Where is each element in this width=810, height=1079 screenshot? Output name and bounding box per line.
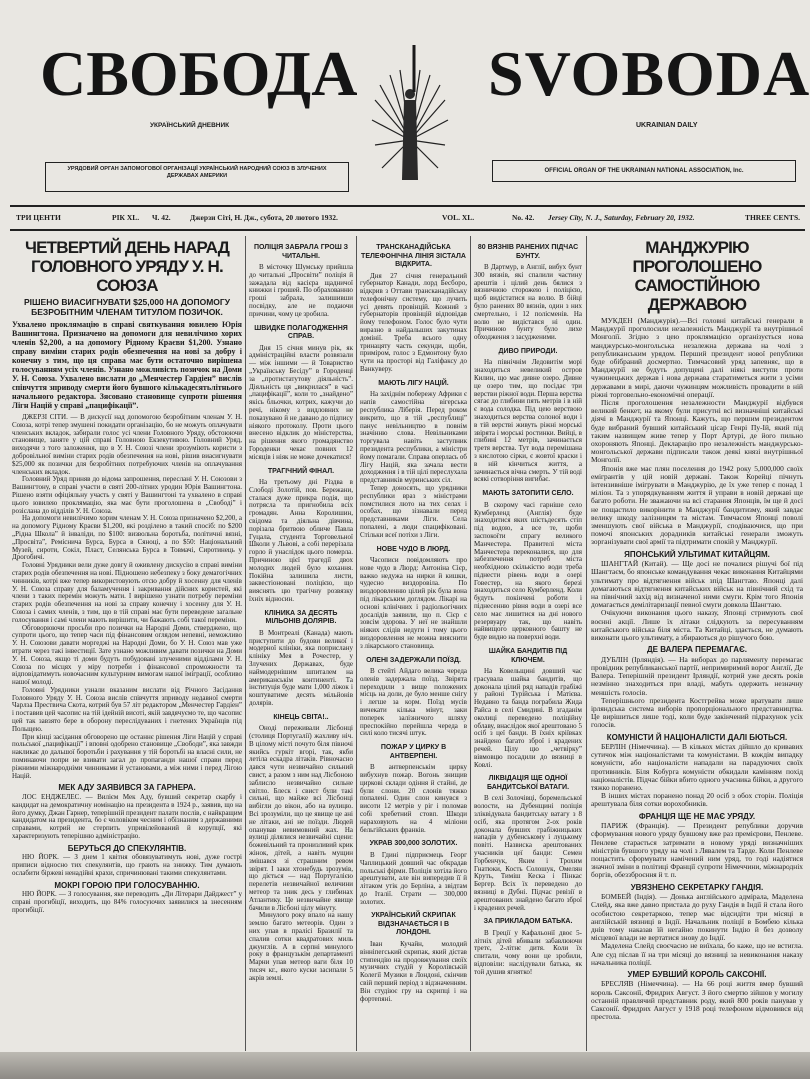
article-paragraph: На допомоги невилічимо хорим членам У. Н. Союза призначено $2,200, а на допомогу Рідному Краєви $1,200, які розділено в такий спосіб: по $200 „Рідна Школа” й інваліди, по $100: визвольна боротьба, політичні вязні, „Просвіта”, Ремісничa Бурса, Бурса в Сяноці, а по $50: Національний Музей, сироти, Сокіл, Пласт, Селянська Бурса в Товмачі, Сиротинець у Дрогобичі. bbox=[12, 514, 242, 562]
article-headline: МАЮТЬ ЛІГУ НАЦІЙ. bbox=[378, 379, 449, 387]
article-headline: БЕРУТЬСЯ ДО СПЕКУЛЯНТІВ. bbox=[67, 843, 187, 853]
column-2 bbox=[249, 238, 353, 983]
dateline bbox=[12, 213, 802, 225]
newspaper-title-ukrainian: СВОБОДА bbox=[40, 38, 358, 109]
article-paragraph: НЮ ЙОРК. — З днем 1 квітня обовязуватимуть нові, дуже гострі приписи відносно тих спекулянтів, що грають на знижку. Тим думають ослабити біржеві ненадійні крахи, спричинювані такими спекулянтами. bbox=[12, 853, 242, 877]
article-paragraph: Дня 27 січня генеральний губернатор Канади, лорд Бесборо, відкрив з Оттави трансканадійську телефонічну систему, що лучить усі девять провінцій. Кожний з губернаторів провінцій відповідав йому телефоном. Голос було чути виразно в найдальших закутинах домінії. Треба всього одну тринацяту часть секунди, щоби, примірoм, голос з Едмонтону було чути на просторі від Галіфаксу до Ванкуверу. bbox=[360, 271, 467, 374]
lead-paragraph: Ухвалено проклямацію в справі святкування ювилею Юрія Вашингтона. Призначено на допомоги для невилічимо хорих членів $2,200, а на допомогу Рідному Краєви $1,200. Узнано справу виміни старих родів обезпечення на нові за добру і конечну з тим, що ця справа має бути остаточно вирішена голосуванням усіх членів. Узнано можливість позичок на Доми У. Н. Союза. Ухвалено вислати до „Менчестер Гардіен” вислів співчуття зприводу смерти його бувшого кількадесятьлітнього начального редактора. Зясовано становище супроти рішення Лігн Націй у справі „пацифікації”. bbox=[12, 320, 242, 410]
article-paragraph: При кінці засідання обговорено ще останнє рішення Ліги Націй у справі польської „пацифікації” і вповні одобрено становище „Свободи”, яка завжди накликає до дальшої боротьби і рахування у тій боротьбі на власні сили, не поминаючи попри не взивати загал до пропаганди нашої справи перед ріжними міжнародніми чинниками й установами, а між ними і перед Лігою Націй. bbox=[12, 732, 242, 780]
article-paragraph: Після проголошення незалежности Манджурії відбувся великий бенкет, на якому були присутні всі визначніші китайські діячі в Манджурії та Японці. Кажуть, що першим президентом буде вибраний бувший китайський цісар Генрі Пу-Ій, який під таким назвищем живе тепер у Порт Артурі, де його пильно охороняють Японці. Декларацію про незалежність манджурсько-монгольської держави підписали також деякі князі внутрішньої Монголії. bbox=[591, 398, 803, 465]
article-headline: МОКРІ ГОРОЮ ПРИ ГОЛОСУВАННЮ. bbox=[54, 880, 200, 890]
article-headline: УМЕР БУВШИЙ КОРОЛЬ САКСОНІЇ. bbox=[627, 969, 767, 979]
article-headline: ШВИДКЕ ПОЛАГОДЖЕННЯ СПРАВ. bbox=[254, 324, 348, 341]
article-paragraph: ДЖЕРЗІ СІТИ. — В дискусії над допомогою безробітним членам У. Н. Союза, котрі тепер змушені покидати організацію, бо не можуть оплачувати членських вкладок, забирали голос усі члени Головного Уряду, обстоюючи становище, заняте у цій справі Головною Екзекутивою. Головний Уряд, виходячи з того заложення, що в У. Н. Союзі члени зрозуміють користи з добровільної виміни старих родів обезпечення на нові, рішив виасигнувати $25,000 як позички для безробітних потребуючих членів на оплачування членських вкладок. bbox=[12, 413, 242, 476]
article-paragraph: Оноді переживали Лісбонці (столиця Португалії) жахливу ніч. В цілому місті почуто біля півночі якийсь гуркіт вгорі, так, якби летіла ескадра літаків. Рівночасно дався чути незвичайно сильний свист, а разом з ним над Лісбоною заблисло незвичайно сильне світло. Блеск і свист були такі сильні, що майже всі Лісбонці вибігли до вікон, або на вулицю. Всі зрозуміли, що це явище це ані не літаки, ані не поїзди. Людей опанував невимовний жах. На вулиці ділялися незвичайні сцени: божевільний та пронизливий крик жінок, дітей, а навіть мущин змішався зі страшним ревом звірят. І заки хтонебудь зрозумів, що діється — над Португалією перелетів незвичайної величини метеор та зник десь у глибинах Атлантику. Це незвичайне явище бачили в Лісбоні цілу мінуту. bbox=[249, 724, 353, 912]
article-paragraph: На третьому дні Різдва в Слободі Золотій, пов. Бережани, сталася дуже прикра подія, що потрясла та пригнобила всіх громадян. Анна Королишин, свідома та діяльна дівчина, порізала бритвою обличе Павла Гуцала, студента Торговельної Школи у Львові, а собі перерізала горло й унаслідок цього померла. Причиною цієї трагедії двох молодих людей було кохання. Покійна залишила листи, заквестіоновані поліцією, що вияснять цю трагічну розвязку їхніх відносин. bbox=[249, 478, 353, 603]
divider bbox=[10, 205, 805, 207]
divider bbox=[10, 229, 805, 231]
article-headline: ЗА ПРИКЛАДОМ БАТЬКА. bbox=[483, 918, 573, 926]
article-headline: ПОЛІЦІЯ ЗАБРАЛА ГРОШ З ЧИТАЛЬНІ. bbox=[253, 244, 349, 260]
article-paragraph: В скорому часі гарніше село Кумберленд (Англія) буде знаходитися яких шістьдесять стіп під водою, а все те, щоби заспокоїти спрагу великого Манчестера. Правителі міста Манчестера переконалися, що для забезпечення потреб міста необхідною скількістю води треба піднести рівень води в озері Говестер, на якого березі знаходиться село Кумберленд. Коли будуть покінчені роботи і піднесенню рівня води в озері все село має лишитися на дні нового резервуару так, що навіть найвищого церковного башту не буде видно на поверхні води. bbox=[474, 500, 582, 642]
article-paragraph: Головні Урядники узнали вказаним вислати від Річного Засідання Головного Уряду У. Н. Союза вислів співчуття зприводу недавної смерти Чарлза Прествича Скота, котрий був 57 літ редактором „Менчестер Гардіен” і поставив цей часопис на тій ідейній висоті, якій завдячуємо те, що часопис цей так завзято бере в оборону переслідуваних і гнетених Українців під Польщею. bbox=[12, 685, 242, 733]
article-paragraph: В антверпенськім цирку вибухнув пожар. Вогонь знищив циркові склади одіння й стайні, де були слони. 20 слонів тяжко попалені. Один слон кинувся з висоти 12 метрів у ріг і поломав собі хребетний стовп. Шкоди нараховують на 4 міліони бельгійських франків. bbox=[360, 763, 467, 834]
article-paragraph: Очікуючи виконання цього наказу, Японці стримують свої воєнні акції. Лише їх літаки слідкують за пересуванням китайського війська біля міста. Та Китайці, здається, не думають виконати цього ультимату, а збираються до рішучого бою. bbox=[591, 608, 803, 643]
article-headline: ЛІКВІДАЦІЯ ЩЕ ОДНОЇ БАНДИТСЬКОЇ ВАТАГИ. bbox=[486, 775, 570, 791]
article-paragraph: МУКДЕН (Манджурія).—Всі головні китайські генерали в Манджурії проголосили незалежність Манджурії та внутрішньої Монголії. Згідно з цею проклямацією організується нова манджурсько-монгольська незалежна держава на чолі з републиканським урядом. Перший президент нової републики буде обібраний досмертно. Тимчасовий уряд запевняє, що в Манджурії не будуть допущені далі ніякі виступи проти чужинецьких держав і нова держава старатиметься жити з усіми державами в мирі, даючи чужинцям можливість провадити в ній ріжні торговельно-економічні операції. bbox=[591, 316, 803, 399]
issue-number-ukrainian: Ч. 42. bbox=[152, 213, 171, 222]
main-headline: ЧЕТВЕРТИЙ ДЕНЬ НАРАД ГОЛОВНОГО УРЯДУ У. Н. СОЮЗА bbox=[24, 238, 230, 295]
article-paragraph: Японія вже має плян поселення до 1942 року 5,000,000 своїх емігрантів у цій новій державі. Також Корейці пічнуть інтензивніше імігрувати в Манджурію, де їх уже тепер є понад 1 міліон. Та з упорядкуванням життя й управи в новій державі ще багато роботи. Не зважаючи на всі старання Японців, їм ще й досі не пощастило викорінити в Манджурії бандитизму, який завдає велику шкоду залізницям та містам. Тимчасом Японці поволі зменшують свої війська в Манджурії, сподіваючися, що при помочі японських дорадників китайські генерали зможуть зорганізувати свої армії та підтримати спокій у Манджурії. bbox=[591, 463, 803, 547]
emblem-icon bbox=[370, 40, 450, 195]
article-paragraph: Дня 15 січня минув рік, як адміністраційні власти розвязали — між іншими — й Товариство „Українську Бесіду” в Городенці за „протистатутову діяльність”. Діяльність ця „викрилася” в часі „пацифікації”, коли то „знайдено” якісь бльочки, котрих, кажучи до речі, нікому з видловних не показувано й не давано до підпису ніякого протоколу. Проти цього внесено відклик до міністерства, на рішення якого громадянство Городенки чекає повних 12 місяців і ніяк не може дочекатися! bbox=[249, 343, 353, 461]
article-paragraph: НЮ ЙОРК. — З голосування, яке переводить „Ди Літерари Дайджест” у справі прогибіції, виходить, що 84% голосуючих заявилися за знесенням прогибіції. bbox=[12, 890, 242, 914]
newspaper-title-english: SVOBODA bbox=[488, 38, 810, 109]
article-paragraph: На північнім Ледовитім морі знаходиться невеликий остров Килин, що має дивне озеро. Дивне це озеро тим, що посідає три верстви ріжної води. Перша верства сягає до глибини пять метрів і в ній є вода солодка. Під цею верствою знаходиться верства солоної води і в тій верстві живуть ріжні морські звірята і морські ростинки. Вийці, в глибині 12 метрів, зачинається третя верства. Тут вода перемішана з кислотою сірки, є жовтої краски і в ній кінчиться життя, а зачинається вічна смерть. У тій воді всякі сотворіння вигибає. bbox=[474, 358, 582, 484]
article-headline: ШАЙКА БАНДИТІВ ПІД КЛЮЧЕМ. bbox=[488, 648, 568, 664]
article-paragraph: В Монтреалі (Канада) мають приступити до будови великої і модерної клініки, яка поприслану клініку Мея в Рочестер, у Злучених Державах, буде наймодернішим шпиталем на американськім континенті. Та інституція буде мати 1,000 ліжок і коштуватиме десять мільйонів долярів. bbox=[249, 628, 353, 707]
article-paragraph: Обговорюючи просьби про позички на Народні Доми, стверджено, що супроти цього, що тепер часи під фінансовим оглядом непевні, неможливо У. Н. Союзови давати моргеджі на Народні Доми, бо У. Н. Союз мав уже втрати через такі інвестиції. Зате узнано можливим давати позички на Доми У. Н. Союза, якщо ті доми будуть побудовані злученими відділами У. Н. Союза по місцях у міру потреби і фінансової спроможности та відповідатимуть новочасним культурним вимогам нашої іміграції, особливо нашої молоді. bbox=[12, 623, 242, 687]
article-headline: УВЯЗНЕНО СЕКРЕТАРКУ ГАНДІЯ. bbox=[630, 882, 764, 892]
article-paragraph: Головний Уряд приняв до відома запрошення, переслані У. Н. Союзови з Вашингтону, в справі участи в святі 200-літних уродин Юрія Вашингтона. Рішено взяти офіціяльну участь у святі у Вашингтоні та ухвалено в справі цього ювилею проклямацію, яка має бути проголошена в „Свободі” і розіслана до відділів У. Н. Союза. bbox=[12, 475, 242, 515]
article-paragraph: В інших містах поранено понад 20 осіб з обох сторін. Поліція арештувала біля сотки ворохобників. bbox=[591, 791, 803, 809]
column-rule bbox=[245, 236, 246, 1051]
subheadline: РІШЕНО ВИАСИГНУВАТИ $25,000 НА ДОПОМОГУ БЕЗРОБІТНИМ ЧЛЕНАМ ТИТУЛОМ ПОЗИЧОК. bbox=[23, 297, 231, 317]
article-headline: ПОЖАР У ЦИРКУ В АНТВЕРПЕНІ. bbox=[380, 744, 447, 760]
article-headline: УКРАВ 300,000 ЗОЛОТИХ. bbox=[369, 840, 458, 848]
article-paragraph: Маделена Слейд своєчасно не виїхала, бо каже, що не встигла. Але суд післав її на три місяці до вязниці за невиконання наказу начальника поліції. bbox=[591, 941, 803, 967]
article-paragraph: В селі Золочівці, боремельської волости, на Дубенщині поліція зліквідувала бандитську ватагу з 8 осіб, яка протягом 2-ох років доконала бувших грабіжницьких нападів у дубенському і луцькому повіті. Назвиска арештованих учасників цеї банди: Семен Горбенчук, Яким і Трохим Гнатюки, Кость Солошук, Омелян Круть, Тиміш Кеска і Пінкас Бергер. Всіх їх переведено до вязниці в Дубні. Підчас ревізії в арештованих знайдено багато зброї і крадених речей. bbox=[474, 794, 582, 912]
article-paragraph: БОМБЕЙ (Індія). — Донька англійського адмірала, Маделена Слейд, яка вже давно пристала до руху Гандія в Індії й стала його особистою секретаркою, тепер має відсидіти три місяці в англійській вязниці в Індії. Начальник поліції в Бомбею кілька днів тому наказав їй негайно покинути Індію й без дозволу місцевої влади не вертатися знову до Індії. bbox=[591, 892, 803, 943]
issue-number-english: No. 42. bbox=[512, 213, 535, 222]
official-organ-box-english: OFFICIAL ORGAN OF THE UKRAINIAN NATIONAL ASSOCIATION, Inc. bbox=[492, 160, 796, 182]
place-date-ukrainian: Джерзи Сіті, Н. Дж., субота, 20 лютого 1932. bbox=[190, 213, 338, 222]
article-headline: КЛІНИКА ЗА ДЕСЯТЬ МІЛЬОНІВ ДОЛЯРІВ. bbox=[264, 609, 338, 626]
column-1 bbox=[12, 238, 242, 915]
masthead bbox=[0, 0, 810, 135]
article-headline: 80 ВЯЗНІВ РАНЕНИХ ПІДЧАС БУНТУ. bbox=[477, 244, 579, 260]
column-rule bbox=[586, 236, 587, 1051]
article-headline: МЕК АДУ ЗАЯВИВСЯ ЗА ГАРНЕРА. bbox=[58, 783, 196, 793]
subtitle-ukrainian: УКРАЇНСЬКИЙ ДНЕВНИК bbox=[150, 122, 230, 129]
article-paragraph: БЕРЛІН (Німеччина). — В кількох містах дійшло до кривавих сутичок між націоналістами та комуністами. В кождім випадку комуністи, або націоналісти нападали на парадуючих своїх противників. Біля Кобурга комуністи обкидали камінням похід націоналістів. Підчас бійки вбито одного учасника бійки, а другого тяжко поранено. bbox=[591, 742, 803, 793]
article-headline: НОВЕ ЧУДО В ЛЮРД. bbox=[376, 545, 451, 553]
article-paragraph: Головні Урядники вели дуже довгу й оживлену дискусію в справі виміни старих родів обезпечення на нові. Підношено небезпеку з боку демагогічних чинників, котрі вже тепер використовують отсю добру й хосенну для членів У. Н. Союза справу для баламучення і закривання дійсних користей, які члени з таких перемін можуть мати. І вирішено узнати потребу переміни старих родів обезпечення на нові за справу конечну і хосенну для У. Н. Союза і самих членів, з тим, що в тій справі має бути переведене загальне голосування і самі члени мають вирішити, чи бажають собі такої переміни. bbox=[12, 561, 242, 624]
article-paragraph: ДУБЛІН (Ірляндія). — На виборах до парляменту перемагає провідник републиканської партії, непримиримий ворог Англії, Де Валера. Теперішній президент Ірляндії, котрий уже десять років незмінно знаходиться при владі, мабуть одержить незначну меншість голосів. bbox=[591, 654, 803, 697]
article-headline: ОЛЕНІ ЗАДЕРЖАЛИ ПОЇЗД. bbox=[366, 656, 461, 664]
column-4 bbox=[474, 238, 582, 977]
main-headline: МАНДЖУРІЮ ПРОГОЛОШЕНО САМОСТІЙНОЮ ДЕРЖАВОЮ bbox=[632, 238, 762, 314]
article-paragraph: В Греції у Кафальонії двоє 5-літніх дітей вбивали забавлюючи третє, 2-літнє дитя. Коли їх спитали, чому вони це зробили, відповіли: наслідували батька, як той душив ягнятко! bbox=[474, 928, 582, 976]
article-headline: МАЮТЬ ЗАТОПИТИ СЕЛО. bbox=[482, 490, 574, 498]
article-headline: УКРАЇНСЬКИЙ СКРИПАК ВІДЗНАЧАЄТЬСЯ І В ЛОНДОНІ. bbox=[371, 912, 456, 937]
subtitle-english: UKRAINIAN DAILY bbox=[636, 122, 698, 129]
article-paragraph: На західнім побережу Африки є напів самостійна вігерська республика Ліберія. Перед роком викрито, що в тій „республиці” панує невільництво в повнім значінню слова. Невільниками торгувала навіть заступник президента республики, а міністри йому помагали. Справа оперлась об Лігу Націй, яка зачала вести доходження і в тій цілі переслухала представників муринських сіл. bbox=[360, 390, 467, 485]
column-rule bbox=[470, 236, 471, 1051]
article-paragraph: БРЕСЛЯВ (Німеччина). — На 66 році життя вмер бувший король Саксонії, Фридрих Август. З його смертю зійшов у могилу останній правлячий представник роду, який 800 років панував у Саксонії. Фридрих Август у 1918 році телефоном відмовився від престола. bbox=[591, 979, 803, 1022]
article-paragraph: ШАНГТАЙ (Китай). — Ще досі не почалися рішучі бої під Шангтаєм, бо японське командування чекає виконання Китайцями ультимату про відтягнення військ зпід Шангтаю. Японці далі домагаються відтягнення китайських військ на північний схід та на північний захід від визначеної ними смуги. Крім того Японія домагається демілітаризації певної смуги довкола Шангтаю. bbox=[591, 559, 803, 610]
article-paragraph: ЛОС ЕНДЖЕЛЕС. — Вилієм Мек Аду, бувший секретар скарбу і кандидат на демократичну номінацію на президента в 1924 р., заявив, що на його думку, Джан Гарнер, теперішній президент палати послів, є найкращим кандидатом на президента, бо є чоловіком чесним і обізнаним з державними справами, котрий не стерпить упривілейований й корупції, які характеризують теперішню адміністрацію. bbox=[12, 792, 242, 840]
article-paragraph: На Ковельщині довший час грасувала шайка бандитів, що доконала цілий ряд нападів грабіжі у районі Турійська і Матієва. Недавно та банда пограбила Жида Райса в селі Смидині. В згаданім околиці переведено поліційну облаву, внаслідок якої арештовано 5 осіб з цеї банди. В їхніх кріївках знайдено багато зброї і крадених речей. Цілу цю „четвірку” вівмовцю посадили до вязниці в Ковлі. bbox=[474, 667, 582, 769]
article-paragraph: Іван Кучайн, молодий вінніпегський скрипак, який дістав стипендію на продовжування своїх музичних студій у Королівській Колегії Музики в Лондоні, скінчив свій перший період з відзначенням. Він студіює гру на скрипці і на фортепяні. bbox=[360, 939, 467, 1003]
article-paragraph: В Гдині підприємець Георг Чаплицький довший час обкрадав польські фірми. Поліція хотіла його арештувати, але він випередив її й літаком утік до Берліна, а звідтам до Італії. Страти — 300,000 золотих. bbox=[360, 850, 467, 906]
volume-english: VOL. XL. bbox=[442, 213, 475, 222]
article-headline: ЯПОНСЬКИЙ УЛЬТИМАТ КИТАЙЦЯМ. bbox=[624, 549, 770, 559]
column-5 bbox=[591, 238, 803, 1021]
article-headline: ТРАНСКАНАДІЙСЬКА ТЕЛЕФОНІЧНА ЛІНІЯ ЗІСТАЛА ВІДКРИТА. bbox=[361, 244, 466, 268]
article-paragraph: ПАРИЖ (Франція). — Президент републики доручив сформування нового уряду бувшому вже раз премієрови, Пенлеве. Пенлеве старається затримати в новому уряді визначніших міністрів бувшого уряду на чолі з Лявалем та Тарде. Коли Пенлеве пощастить сформувати намічений ним уряд, то годі надіятися значної зміни в політиці Франції супроти Німеччини, міжнародніх боргів, обеззброєння й т. п. bbox=[591, 821, 803, 880]
price-english: THREE CENTS. bbox=[744, 213, 800, 222]
article-headline: ТРАГІЧНИЙ ФІНАЛ. bbox=[267, 467, 335, 475]
article-headline: КІНЕЦЬ СВІТА!.. bbox=[273, 713, 329, 721]
place-date-english: Jersey City, N. J., Saturday, February 20, 1932. bbox=[548, 213, 695, 222]
year-ukrainian: РІК XL. bbox=[112, 213, 140, 222]
article-paragraph: Тепер доносять, що урядники республики враз з міністрами помстилися люто на тих селах і особах, що зізнавали перед представниками Ліги. Села попалені, а люди спацифіковані. Стільки всеї потіхи з Ліги. bbox=[360, 483, 467, 539]
article-headline: ДЕ ВАЛЕРА ПЕРЕМАГАЄ. bbox=[646, 645, 747, 655]
article-paragraph: Минулого року впало на нашу землю багато метеорів. Один з них упав в пралісі Бразилії та спалив сотки квадратових миль джунглів. А в серпні минулого року в французькім департаменті Марни упав метеор ваги біля 10 тисяч кг., якого куски засипали 5 акрів землі. bbox=[249, 911, 353, 982]
page-edge-shadow bbox=[0, 1052, 810, 1079]
price-ukrainian: ТРИ ЦЕНТИ bbox=[16, 213, 61, 222]
article-headline: ДИВО ПРИРОДИ. bbox=[498, 347, 558, 355]
article-paragraph: Теперішнього президента Костгрейва може вратувати лише ірляндська система виборів пропорціонального представництва. Це вирішиться лише тоді, коли буде закінчений підрахунок усіх голосів. bbox=[591, 695, 803, 730]
article-paragraph: Часописи повідомляють про нове чудо в Люрд: Антоніна Сієр, важко недужа на нирки й кишки, чудесно виздоровіла. По виздоровленню цілий рік була вона під лікарським доглядом. Лікарі на основі клінічних і радіольогічних досалідів заявили, що п. Сієр є зовсім здорова. У неї не знайшли ніяких слідів недуги і тому цього виздоровлення не можна вияснити з лікарського становища. bbox=[360, 556, 467, 650]
article-headline: КОМУНІСТИ Й НАЦІОНАЛІСТИ ДАЛІ БЮТЬСЯ. bbox=[606, 732, 788, 742]
article-paragraph: В стейті Айдагo велика череда оленів задержала поїзд. Звірята переходили з вище положених місць на доли, де було менше снігу і легше за корм. Поїзд мусів вичекати кілька мінут, заки поперек залізничого шляху преспокійно перейшла череда в силі коло тисячі штук. bbox=[360, 667, 467, 738]
column-rule bbox=[356, 236, 357, 1051]
article-paragraph: В Дартмур, в Англії, вибух бунт 300 вязнів, які спалили частину арештів і цілий день бялися з вязничною сторожею і поліцією, щоб видістатися на волю. В бійці було ранених 80 вязнів, один з них смертельно, і 12 полісменів. На волю не видістався ні один. Причиною бунту було лихе обходження з засудженими. bbox=[474, 263, 582, 342]
article-headline: ФРАНЦІЯ ЩЕ НЕ МАЄ УРЯДУ. bbox=[638, 811, 756, 821]
article-paragraph: В місточку Шумську прийшла до читальні „Просвіти” поліція й зажадала від касієра щадничої книжки і грошей. По обрахованню гроші забрала, залишивши посвідку, але не подаючи причини, чому це зробила. bbox=[249, 263, 353, 318]
column-3 bbox=[360, 238, 467, 1003]
official-organ-box-ukrainian: УРЯДОВИЙ ОРГАН ЗАПОМОГОВОЇ ОРГАНІЗАЦІЇ УКРАЇНСЬКИЙ НАРОДНИЙ СОЮЗ В ЗЛУЧЕНИХ ДЕРЖАВАХ АМЕРИКИ bbox=[45, 162, 349, 192]
